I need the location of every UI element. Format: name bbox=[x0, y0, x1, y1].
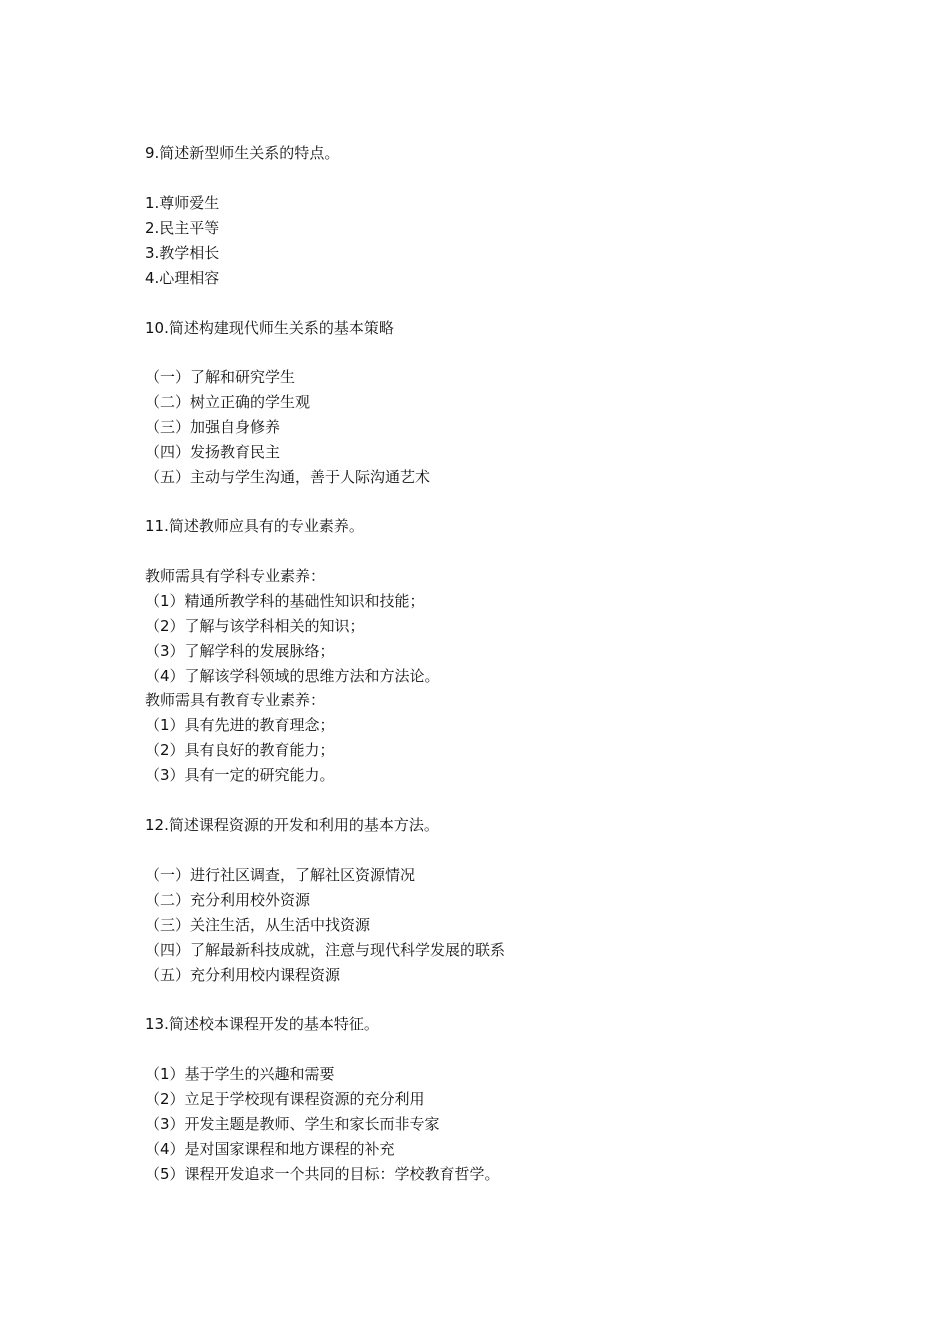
question-12: 12.简述课程资源的开发和利用的基本方法。 bbox=[145, 816, 439, 834]
list-item: 4.心理相容 bbox=[145, 269, 220, 287]
list-item: 2.民主平等 bbox=[145, 219, 220, 237]
list-item: （3）开发主题是教师、学生和家长而非专家 bbox=[145, 1115, 440, 1133]
list-item: （2）具有良好的教育能力； bbox=[145, 741, 335, 759]
list-item: （一）进行社区调查，了解社区资源情况 bbox=[145, 866, 416, 884]
list-item: （5）课程开发追求一个共同的目标：学校教育哲学。 bbox=[145, 1165, 500, 1183]
list-item: （4）是对国家课程和地方课程的补充 bbox=[145, 1140, 395, 1158]
question-9: 9.简述新型师生关系的特点。 bbox=[145, 144, 340, 162]
list-item: （3）了解学科的发展脉络； bbox=[145, 642, 335, 660]
question-13: 13.简述校本课程开发的基本特征。 bbox=[145, 1015, 379, 1033]
list-item: （三）关注生活，从生活中找资源 bbox=[145, 916, 371, 934]
list-item: （三）加强自身修养 bbox=[145, 418, 281, 436]
list-item: （四）了解最新科技成就，注意与现代科学发展的联系 bbox=[145, 941, 506, 959]
list-item: （1）具有先进的教育理念； bbox=[145, 716, 335, 734]
list-item: （二）树立正确的学生观 bbox=[145, 393, 311, 411]
list-item: 教师需具有学科专业素养： bbox=[145, 567, 326, 585]
list-item: （3）具有一定的研究能力。 bbox=[145, 766, 335, 784]
question-11: 11.简述教师应具有的专业素养。 bbox=[145, 517, 364, 535]
list-item: 3.教学相长 bbox=[145, 244, 220, 262]
list-item: （2）立足于学校现有课程资源的充分利用 bbox=[145, 1090, 425, 1108]
list-item: 教师需具有教育专业素养： bbox=[145, 691, 326, 709]
list-item: （五）充分利用校内课程资源 bbox=[145, 966, 341, 984]
list-item: （1）基于学生的兴趣和需要 bbox=[145, 1065, 335, 1083]
list-item: 1.尊师爱生 bbox=[145, 194, 220, 212]
list-item: （2）了解与该学科相关的知识； bbox=[145, 617, 365, 635]
list-item: （一）了解和研究学生 bbox=[145, 368, 296, 386]
list-item: （五）主动与学生沟通，善于人际沟通艺术 bbox=[145, 468, 431, 486]
list-item: （二）充分利用校外资源 bbox=[145, 891, 311, 909]
list-item: （4）了解该学科领域的思维方法和方法论。 bbox=[145, 667, 440, 685]
list-item: （四）发扬教育民主 bbox=[145, 443, 281, 461]
list-item: （1）精通所教学科的基础性知识和技能； bbox=[145, 592, 425, 610]
question-10: 10.简述构建现代师生关系的基本策略 bbox=[145, 319, 394, 337]
